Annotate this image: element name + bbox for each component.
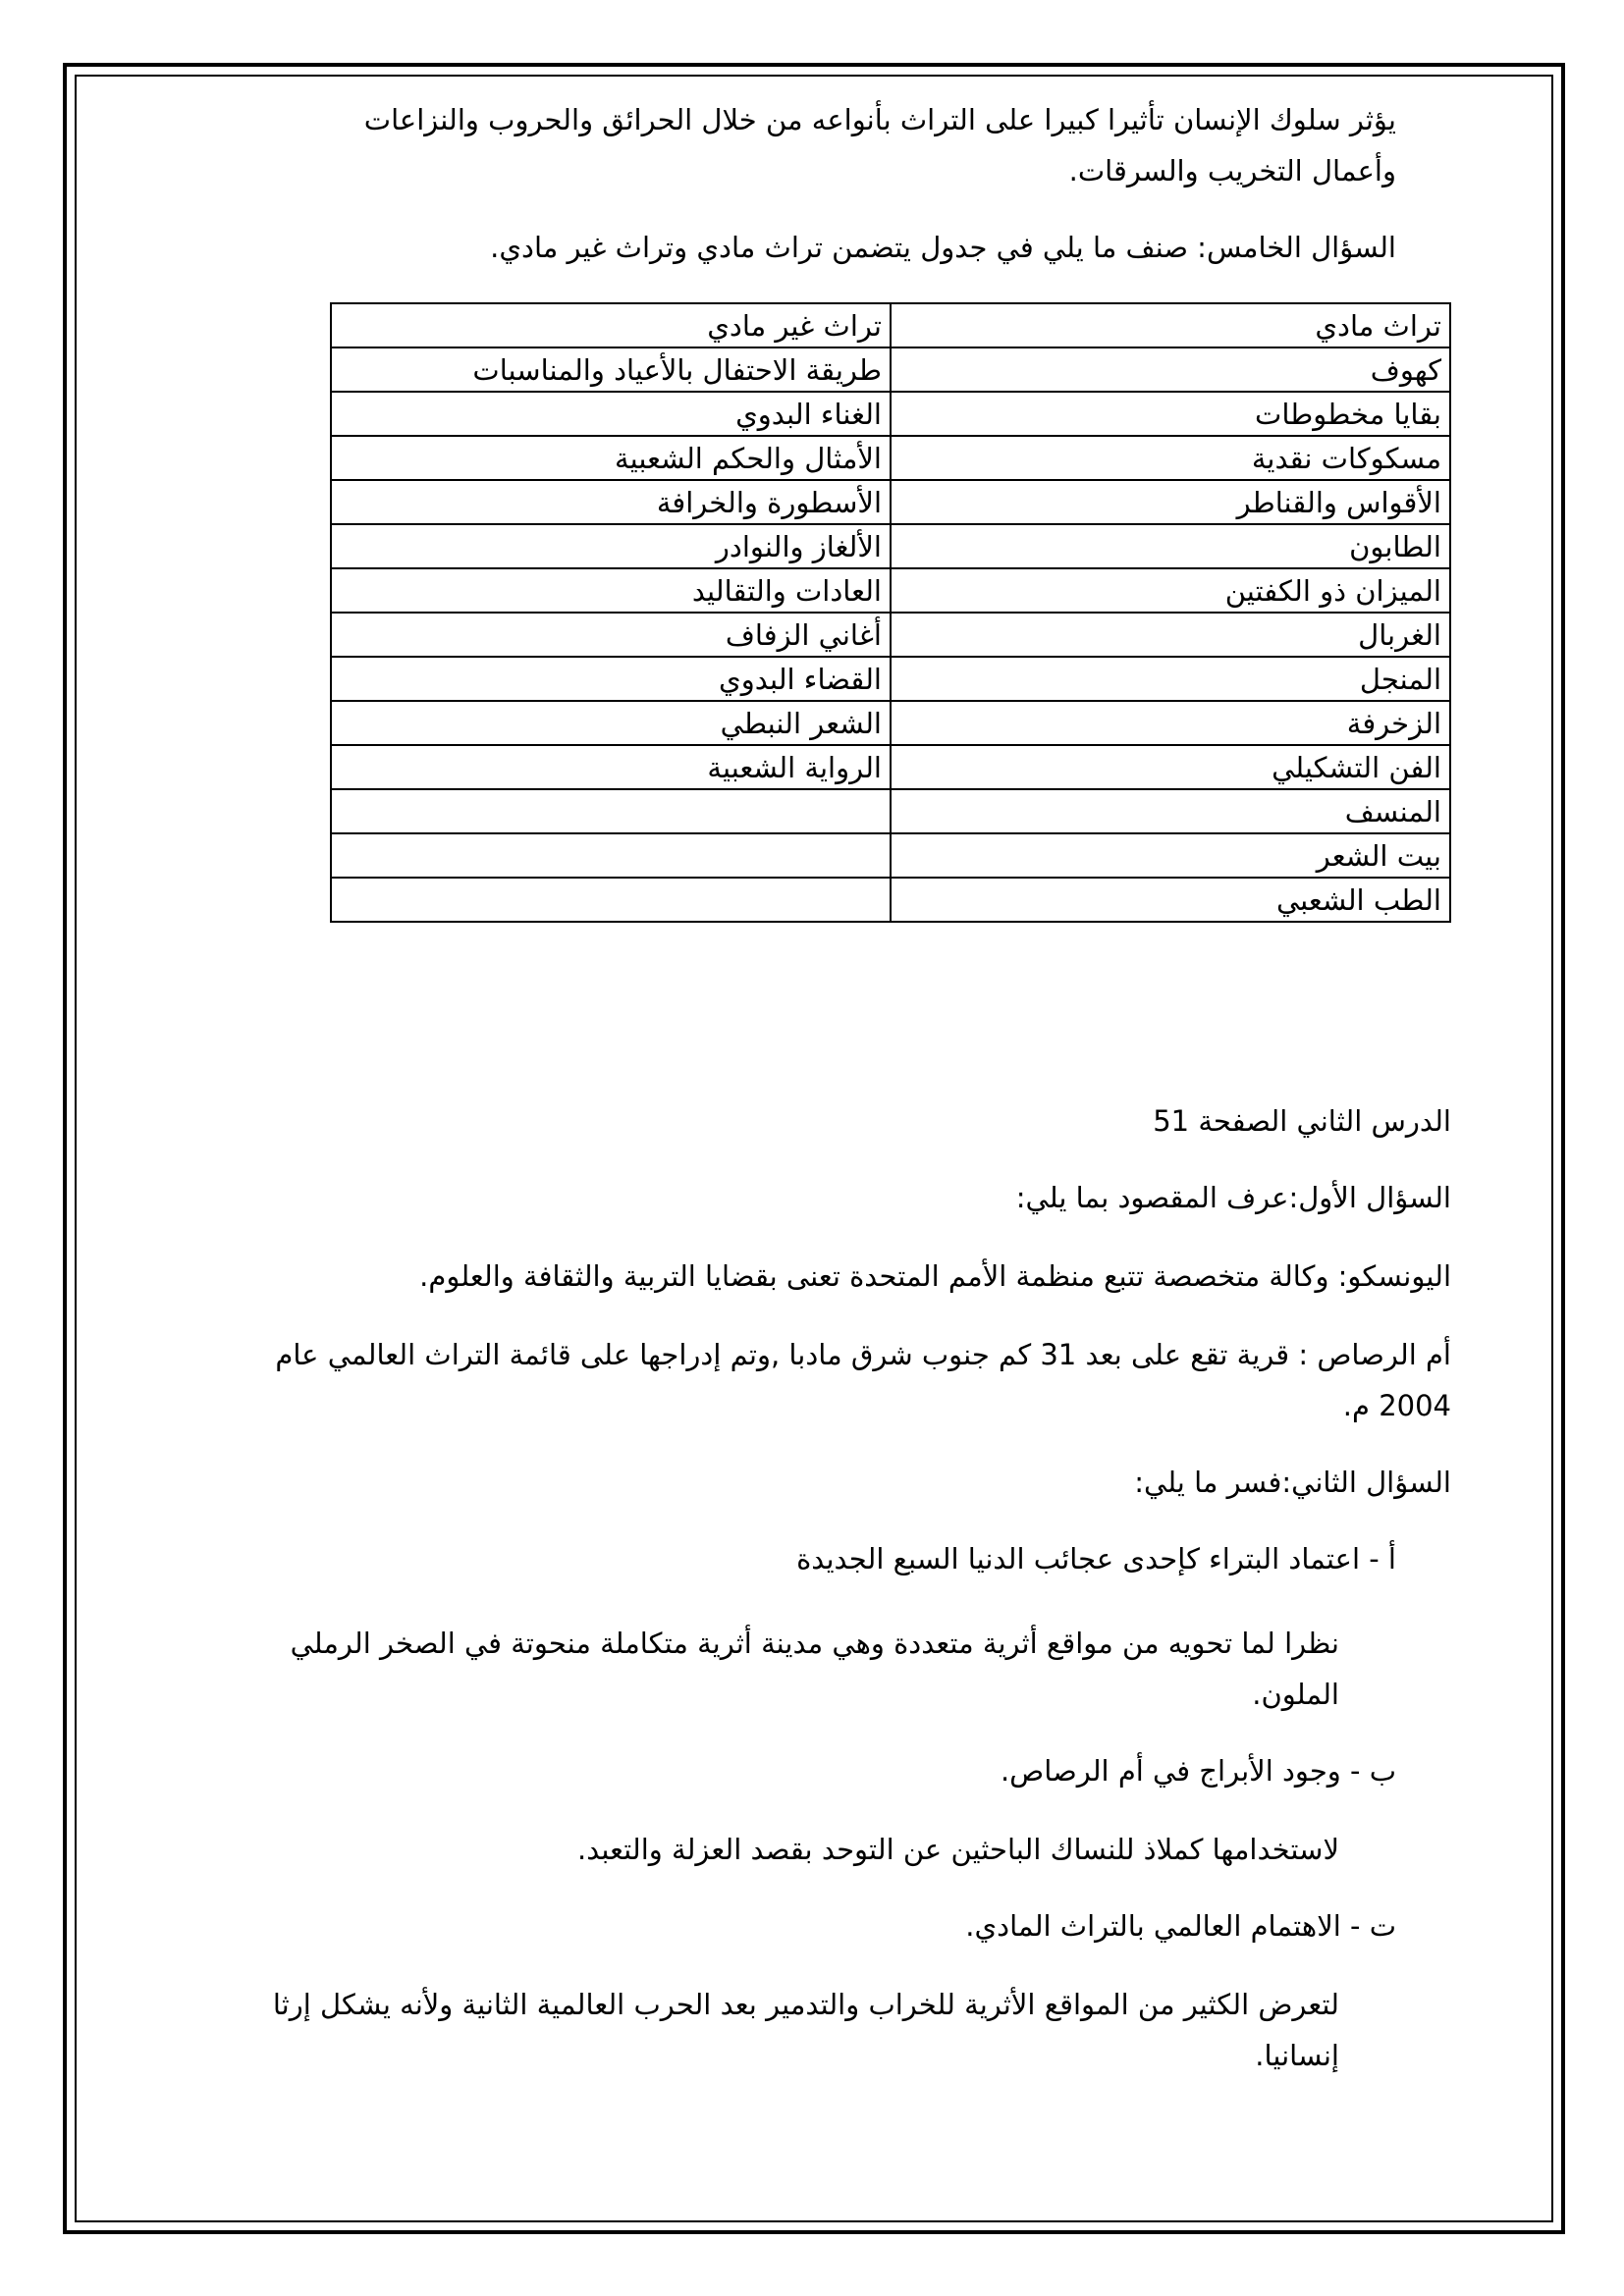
item-c-answer-line-2: إنسانيا. bbox=[1255, 2039, 1339, 2072]
table-row bbox=[331, 347, 1450, 392]
cell-tangible: الزخرفة bbox=[891, 701, 1450, 745]
table-row bbox=[331, 789, 1450, 833]
cell-intangible bbox=[331, 878, 891, 922]
table-header-row bbox=[331, 303, 1450, 347]
cell-tangible: الميزان ذو الكفتين bbox=[891, 568, 1450, 613]
cell-intangible: أغاني الزفاف bbox=[331, 613, 891, 657]
cell-intangible: الألغاز والنوادر bbox=[331, 524, 891, 568]
cell-intangible bbox=[331, 833, 891, 878]
table-row bbox=[331, 701, 1450, 745]
cell-intangible: طريقة الاحتفال بالأعياد والمناسبات bbox=[331, 347, 891, 392]
umm-rasas-definition-line-1: أم الرصاص : قرية تقع على بعد 31 كم جنوب شرق مادبا ,وتم إدراجها على قائمة التراث العالمي عام bbox=[275, 1338, 1451, 1371]
table-row bbox=[331, 613, 1450, 657]
cell-tangible: بيت الشعر bbox=[891, 833, 1450, 878]
cell-tangible: الطابون bbox=[891, 524, 1450, 568]
cell-intangible bbox=[331, 789, 891, 833]
table-row bbox=[331, 524, 1450, 568]
intro-line-2: وأعمال التخريب والسرقات. bbox=[1068, 154, 1396, 187]
cell-tangible: مسكوكات نقدية bbox=[891, 436, 1450, 480]
cell-tangible: الغربال bbox=[891, 613, 1450, 657]
header-tangible: تراث مادي bbox=[891, 303, 1450, 347]
unesco-definition: اليونسكو: وكالة متخصصة تتبع منظمة الأمم المتحدة تعنى بقضايا التربية والثقافة والعلوم. bbox=[419, 1259, 1451, 1293]
table-row bbox=[331, 436, 1450, 480]
table-row bbox=[331, 745, 1450, 789]
cell-tangible: كهوف bbox=[891, 347, 1450, 392]
item-a-answer-line-1: نظرا لما تحويه من مواقع أثرية متعددة وهي مدينة أثرية متكاملة منحوتة في الصخر الرملي bbox=[290, 1627, 1339, 1660]
cell-intangible: الأمثال والحكم الشعبية bbox=[331, 436, 891, 480]
table-row bbox=[331, 392, 1450, 436]
cell-tangible: الأقواس والقناطر bbox=[891, 480, 1450, 524]
heritage-table bbox=[330, 302, 1451, 923]
item-b-answer: لاستخدامها كملاذ للنساك الباحثين عن التوحد بقصد العزلة والتعبد. bbox=[576, 1833, 1339, 1866]
question-1-title: السؤال الأول:عرف المقصود بما يلي: bbox=[1015, 1181, 1451, 1214]
item-c-answer-line-1: لتعرض الكثير من المواقع الأثرية للخراب والتدمير بعد الحرب العالمية الثانية ولأنه يشكل إرثا bbox=[272, 1988, 1339, 2021]
umm-rasas-definition-line-2: 2004 م. bbox=[1342, 1389, 1451, 1422]
item-a-label: أ - اعتماد البتراء كإحدى عجائب الدنيا السبع الجديدة bbox=[796, 1542, 1396, 1575]
cell-intangible: العادات والتقاليد bbox=[331, 568, 891, 613]
cell-intangible: الرواية الشعبية bbox=[331, 745, 891, 789]
header-intangible: تراث غير مادي bbox=[331, 303, 891, 347]
question-5-title: السؤال الخامس: صنف ما يلي في جدول يتضمن تراث مادي وتراث غير مادي. bbox=[490, 231, 1396, 264]
item-b-label: ب - وجود الأبراج في أم الرصاص. bbox=[1000, 1754, 1396, 1788]
cell-intangible: الأسطورة والخرافة bbox=[331, 480, 891, 524]
cell-intangible: القضاء البدوي bbox=[331, 657, 891, 701]
cell-tangible: المنجل bbox=[891, 657, 1450, 701]
table-row bbox=[331, 657, 1450, 701]
cell-tangible: الطب الشعبي bbox=[891, 878, 1450, 922]
cell-tangible: المنسف bbox=[891, 789, 1450, 833]
cell-tangible: بقايا مخطوطات bbox=[891, 392, 1450, 436]
item-a-answer-line-2: الملون. bbox=[1252, 1678, 1339, 1711]
intro-line-1: يؤثر سلوك الإنسان تأثيرا كبيرا على التراث بأنواعه من خلال الحرائق والحروب والنزاعات bbox=[363, 103, 1396, 136]
table-row bbox=[331, 878, 1450, 922]
cell-intangible: الغناء البدوي bbox=[331, 392, 891, 436]
item-c-label: ت - الاهتمام العالمي بالتراث المادي. bbox=[965, 1909, 1396, 1943]
cell-tangible: الفن التشكيلي bbox=[891, 745, 1450, 789]
table-row bbox=[331, 833, 1450, 878]
question-2-title: السؤال الثاني:فسر ما يلي: bbox=[1134, 1466, 1451, 1499]
lesson-2-heading: الدرس الثاني الصفحة 51 bbox=[1153, 1104, 1451, 1138]
table-row bbox=[331, 568, 1450, 613]
table-row bbox=[331, 480, 1450, 524]
cell-intangible: الشعر النبطي bbox=[331, 701, 891, 745]
